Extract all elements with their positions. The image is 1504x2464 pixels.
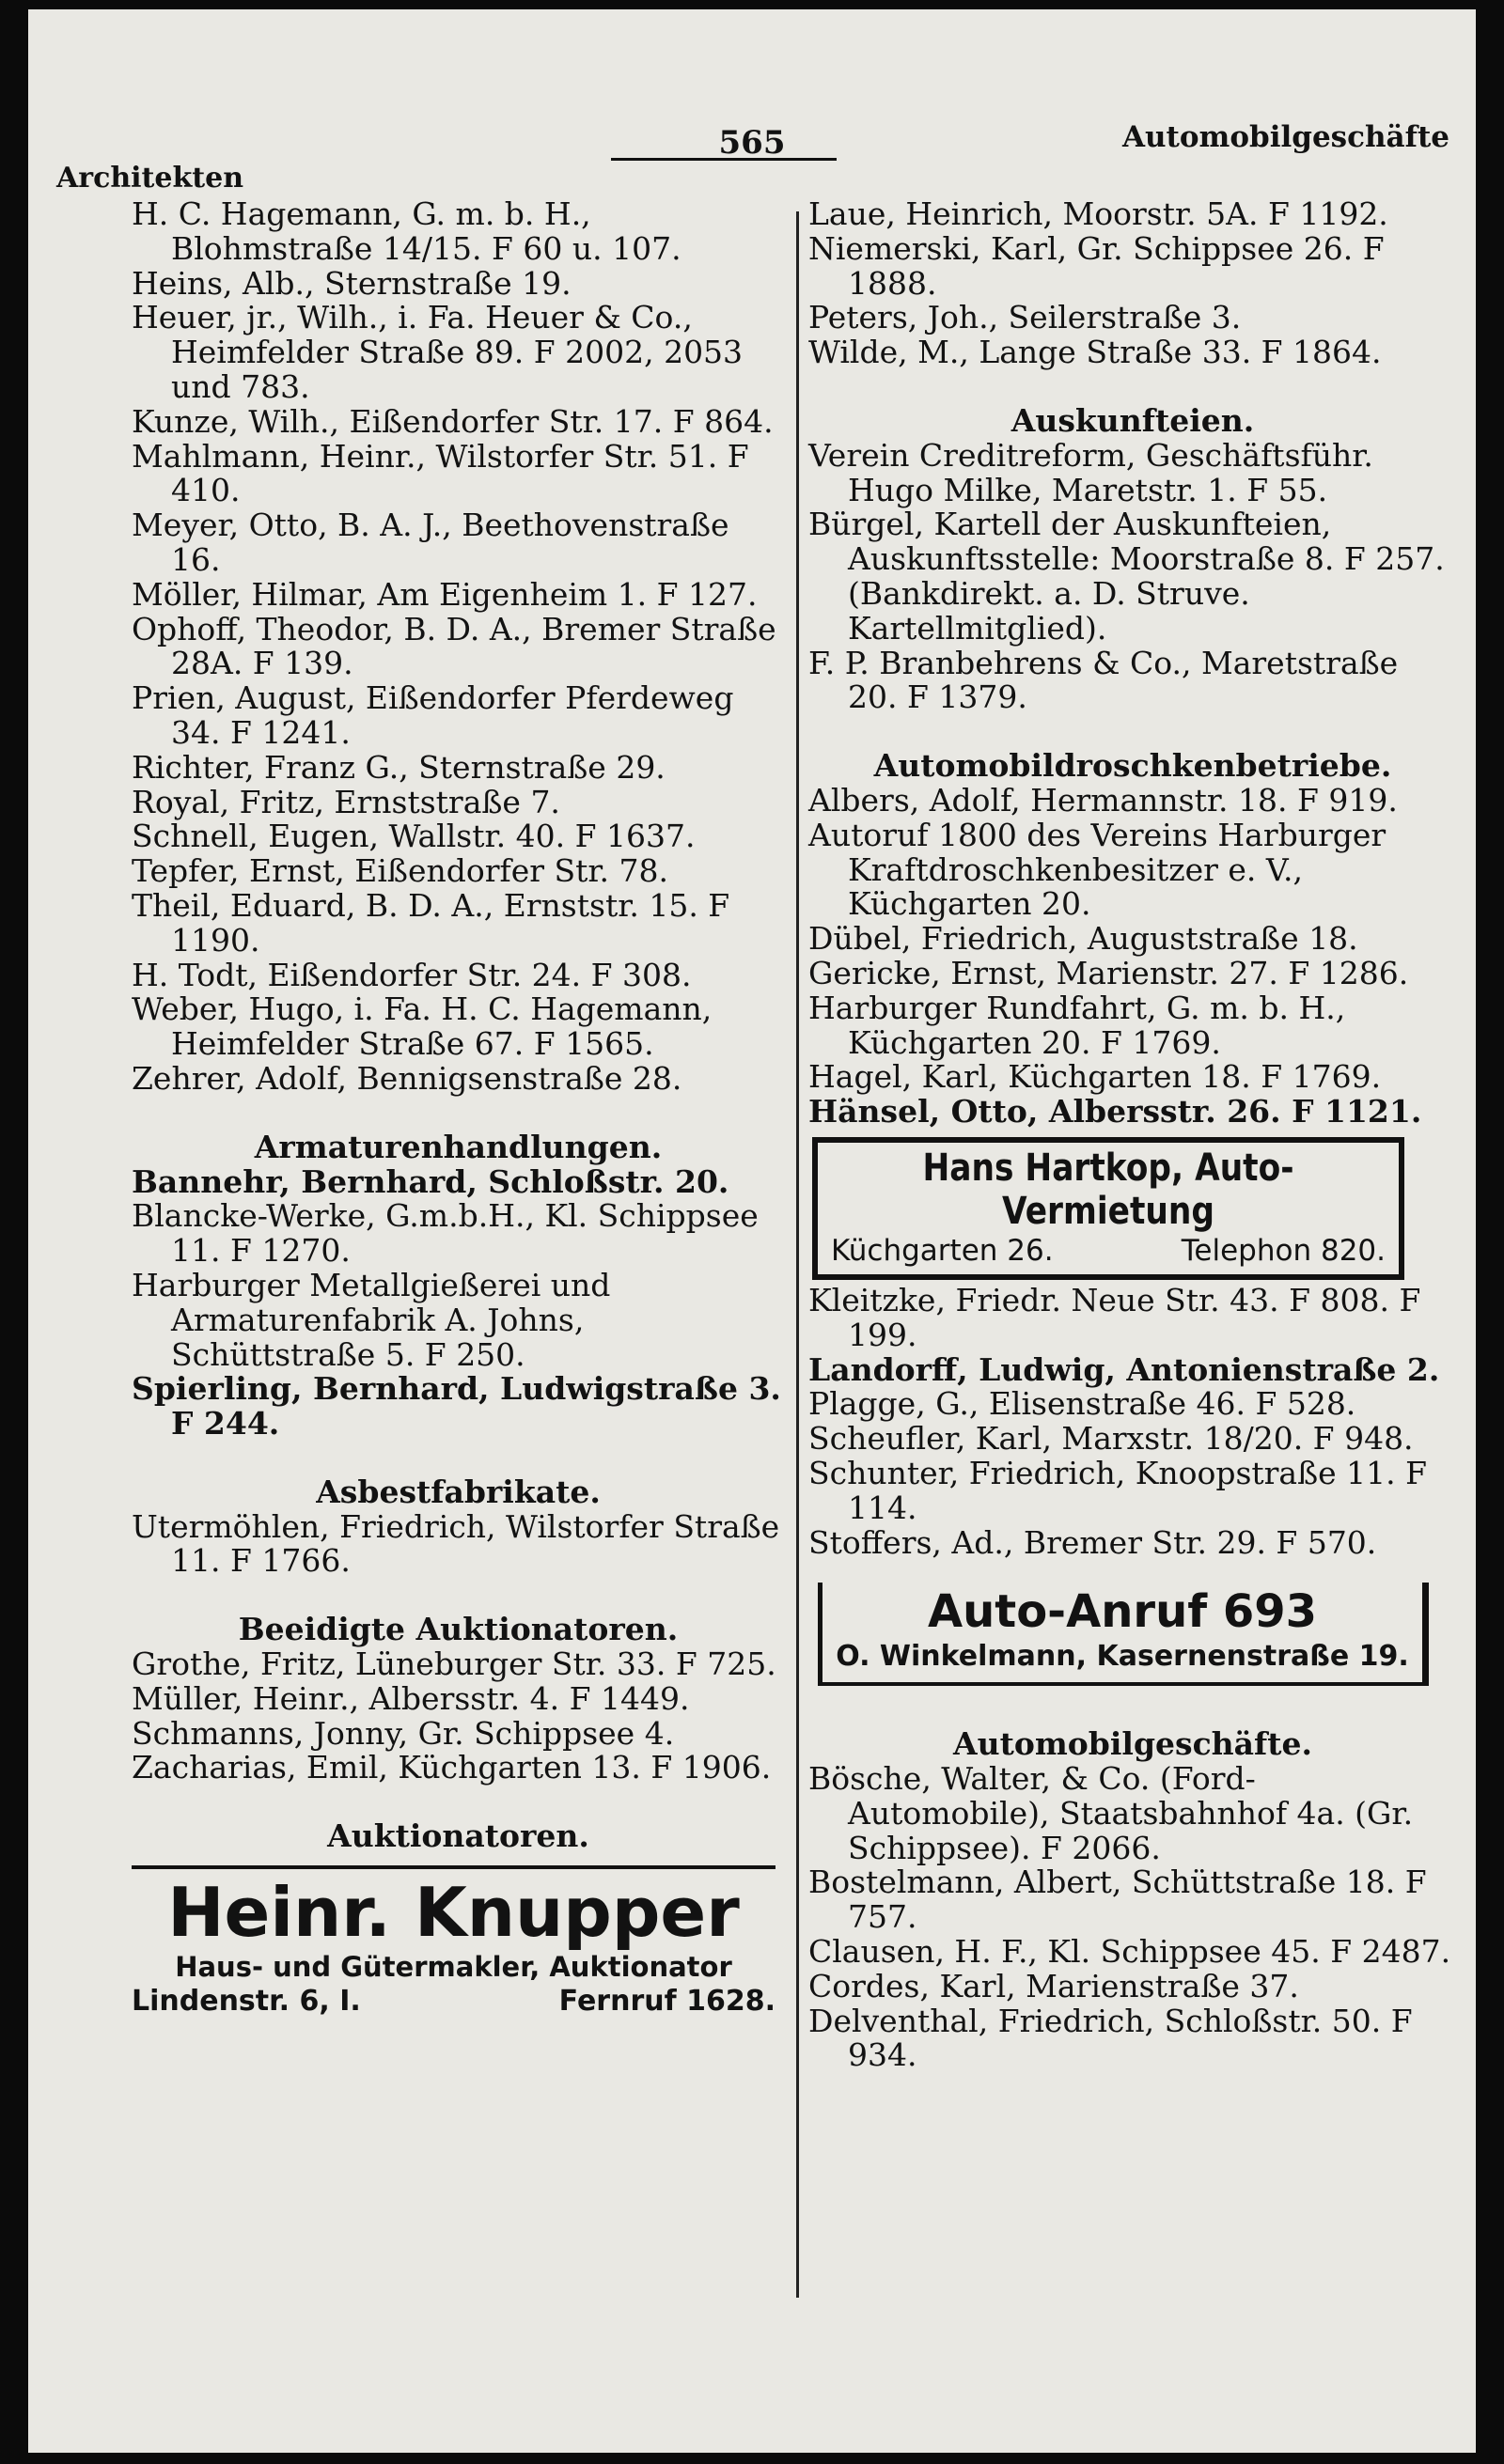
header-right-title: Automobilgeschäfte	[1121, 120, 1449, 154]
directory-entry: Albers, Adolf, Hermannstr. 18. F 919.	[808, 781, 1398, 819]
directory-entry: Müller, Heinr., Albersstr. 4. F 1449.	[132, 1679, 690, 1717]
ad-hans-address: Küchgarten 26.	[831, 1233, 1054, 1268]
ad-knupper-address: Lindenstr. 6, I.	[132, 1985, 361, 2019]
section-spacer	[132, 1097, 785, 1131]
directory-entry: Harburger Rundfahrt, G. m. b. H., Küchgarten 20. F 1769.	[808, 989, 1346, 1061]
directory-entry: Autoruf 1800 des Vereins Harburger Kraftdroschkenbesitzer e. V., Küchgarten 20.	[808, 816, 1386, 923]
ad-auto-title: Auto-Anruf 693	[927, 1585, 1318, 1639]
section-spacer	[132, 1442, 785, 1475]
directory-entry: Kunze, Wilh., Eißendorfer Str. 17. F 864.	[132, 402, 774, 440]
directory-entry: Hänsel, Otto, Albersstr. 26. F 1121.	[808, 1093, 1422, 1131]
directory-entry: Theil, Eduard, B. D. A., Ernststr. 15. F 1190.	[132, 886, 730, 959]
directory-entry: Peters, Joh., Seilerstraße 3.	[808, 299, 1242, 336]
directory-entry: Bösche, Walter, & Co. (Ford-Automobile), Staatsbahnhof 4a. (Gr. Schippsee). F 2066.	[808, 1760, 1414, 1866]
directory-entry: Bostelmann, Albert, Schüttstraße 18. F 757.	[808, 1864, 1427, 1936]
ad-knupper	[132, 1865, 776, 2020]
directory-entry: Schunter, Friedrich, Knoopstraße 11. F 114.	[808, 1454, 1428, 1526]
directory-entry: Bannehr, Bernhard, Schloßstr. 20.	[132, 1162, 729, 1200]
directory-entry: Schnell, Eugen, Wallstr. 40. F 1637.	[132, 818, 696, 855]
page-number: 565	[718, 124, 786, 162]
left-column-list	[132, 197, 785, 1854]
right-column-list-c	[808, 1693, 1457, 2073]
directory-entry: Wilde, M., Lange Straße 33. F 1864.	[808, 334, 1382, 371]
directory-entry: H. Todt, Eißendorfer Str. 24. F 308.	[132, 956, 692, 993]
directory-entry: H. C. Hagemann, G. m. b. H., Blohmstraße 14/15. F 60 u. 107.	[132, 195, 682, 267]
directory-entry: Zehrer, Adolf, Bennigsenstraße 28.	[132, 1059, 682, 1097]
ad-knupper-line2: Haus- und Gütermakler, Auktionator	[175, 1951, 732, 1984]
section-heading: Beeidigte Auktionatoren.	[238, 1611, 679, 1648]
directory-entry: Dübel, Friedrich, Auguststraße 18.	[808, 920, 1358, 958]
ad-hans-phone: Telephon 820.	[1181, 1233, 1386, 1268]
directory-entry: Cordes, Karl, Marienstraße 37.	[808, 1967, 1299, 2004]
directory-entry: Landorff, Ludwig, Antonienstraße 2.	[808, 1350, 1440, 1388]
section-heading: Armaturenhandlungen.	[254, 1128, 663, 1165]
section-heading: Auktionatoren.	[327, 1817, 589, 1855]
directory-entry: Richter, Franz G., Sternstraße 29.	[132, 748, 666, 786]
directory-entry: Meyer, Otto, B. A. J., Beethovenstraße 16.	[132, 507, 729, 578]
directory-entry: Plagge, G., Elisenstraße 46. F 528.	[808, 1385, 1356, 1423]
directory-entry: Delventhal, Friedrich, Schloßstr. 50. F 934.	[808, 2002, 1413, 2074]
directory-entry: Weber, Hugo, i. Fa. H. C. Hagemann, Heimfelder Straße 67. F 1565.	[132, 990, 713, 1063]
right-column	[808, 197, 1457, 2073]
section-heading: Automobildroschkenbetriebe.	[873, 747, 1392, 785]
directory-entry: Gericke, Ernst, Marienstr. 27. F 1286.	[808, 954, 1409, 991]
directory-page	[28, 9, 1476, 2453]
ad-knupper-name: Heinr. Knupper	[167, 1873, 740, 1953]
ad-auto-line2: O. Winkelmann, Kasernenstraße 19.	[836, 1640, 1409, 1674]
directory-entry: Laue, Heinrich, Moorstr. 5A. F 1192.	[808, 195, 1388, 232]
ad-hans-name: Hans Hartkop, Auto-Vermietung	[922, 1146, 1294, 1233]
directory-entry: Spierling, Bernhard, Ludwigstraße 3. F 244.	[132, 1370, 781, 1443]
directory-entry: Niemerski, Karl, Gr. Schippsee 26. F 1888.	[808, 229, 1385, 302]
directory-entry: Stoffers, Ad., Bremer Str. 29. F 570.	[808, 1523, 1377, 1561]
section-heading: Auskunfteien.	[1010, 401, 1255, 439]
directory-entry: Verein Creditreform, Geschäftsführ. Hugo Milke, Maretstr. 1. F 55.	[808, 436, 1373, 508]
column-divider	[796, 211, 799, 2298]
directory-entry: Heuer, jr., Wilh., i. Fa. Heuer & Co., Heimfelder Straße 89. F 2002, 2053 und 783.	[132, 299, 744, 405]
left-column	[132, 197, 785, 2020]
section-heading: Asbestfabrikate.	[316, 1473, 601, 1510]
right-column-list-b	[808, 1281, 1457, 1561]
directory-entry: Blancke-Werke, G.m.b.H., Kl. Schippsee 11. F 1270.	[132, 1197, 759, 1270]
directory-entry: Mahlmann, Heinr., Wilstorfer Str. 51. F 410.	[132, 437, 749, 509]
ad-auto-anruf	[818, 1583, 1429, 1686]
section-spacer	[808, 1693, 1457, 1727]
directory-entry: Heins, Alb., Sternstraße 19.	[132, 264, 572, 302]
header-rule	[611, 158, 837, 161]
directory-entry: Hagel, Karl, Küchgarten 18. F 1769.	[808, 1058, 1382, 1096]
section-heading: Automobilgeschäfte.	[953, 1725, 1312, 1763]
directory-entry: Royal, Fritz, Ernststraße 7.	[132, 783, 560, 820]
ad-knupper-phone: Fernruf 1628.	[558, 1985, 776, 2019]
directory-entry: Kleitzke, Friedr. Neue Str. 43. F 808. F 199.	[808, 1281, 1421, 1353]
section-spacer	[808, 715, 1457, 749]
directory-entry: Clausen, H. F., Kl. Schippsee 45. F 2487.	[808, 1933, 1451, 1971]
directory-entry: Tepfer, Ernst, Eißendorfer Str. 78.	[132, 852, 668, 890]
ad-hans-contact	[831, 1233, 1386, 1269]
ad-knupper-contact	[132, 1984, 776, 2020]
section-spacer	[132, 1579, 785, 1613]
right-column-list-a	[808, 197, 1457, 1130]
header-left-title: Architekten	[56, 162, 244, 195]
directory-entry: Prien, August, Eißendorfer Pferdeweg 34. F 1241.	[132, 679, 734, 751]
directory-entry: Ophoff, Theodor, B. D. A., Bremer Straße 28A. F 139.	[132, 610, 776, 682]
directory-entry: Zacharias, Emil, Küchgarten 13. F 1906.	[132, 1749, 772, 1786]
directory-entry: Harburger Metallgießerei und Armaturenfabrik A. Johns, Schüttstraße 5. F 250.	[132, 1266, 611, 1373]
directory-entry: Scheufler, Karl, Marxstr. 18/20. F 948.	[808, 1420, 1414, 1458]
section-spacer	[808, 370, 1457, 404]
directory-entry: F. P. Branbehrens & Co., Maretstraße 20. F 1379.	[808, 644, 1399, 716]
directory-entry: Utermöhlen, Friedrich, Wilstorfer Straße 11. F 1766.	[132, 1507, 780, 1580]
directory-entry: Schmanns, Jonny, Gr. Schippsee 4.	[132, 1714, 675, 1752]
directory-entry: Bürgel, Kartell der Auskunfteien, Auskunftsstelle: Moorstraße 8. F 257. (Bankdirekt. a. D. Struve. Kartellmitglied).	[808, 506, 1445, 647]
directory-entry: Möller, Hilmar, Am Eigenheim 1. F 127.	[132, 575, 758, 613]
ad-hans-hartkop	[812, 1137, 1404, 1280]
directory-entry: Grothe, Fritz, Lüneburger Str. 33. F 725.	[132, 1645, 776, 1683]
section-spacer	[132, 1786, 785, 1819]
